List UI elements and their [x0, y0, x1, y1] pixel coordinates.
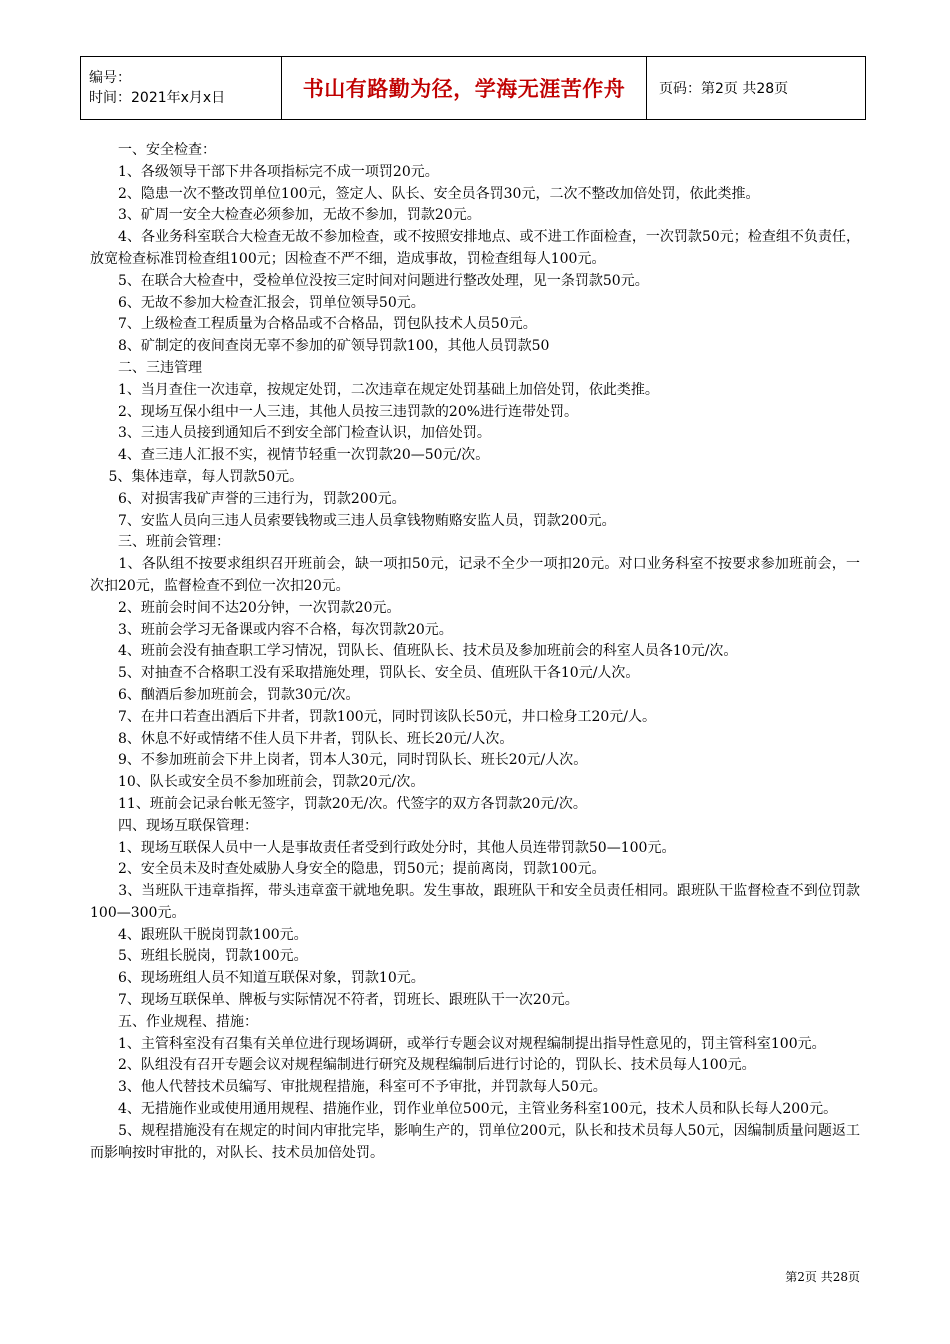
body-paragraph: 4、班前会没有抽查职工学习情况，罚队长、值班队长、技术员及参加班前会的科室人员各10元/次。	[90, 643, 738, 660]
body-paragraph: 2、班前会时间不达20分钟，一次罚款20元。	[90, 599, 401, 616]
body-paragraph: 5、对抽查不合格职工没有采取措施处理，罚队长、安全员、值班队干各10元/人次。	[90, 665, 640, 682]
document-code-label: 编号：	[89, 70, 131, 86]
body-paragraph: 3、三违人员接到通知后不到安全部门检查认识，加倍处罚。	[90, 425, 491, 442]
page-header	[80, 56, 866, 120]
page-footer	[785, 1268, 860, 1285]
body-paragraph: 三、班前会管理：	[90, 534, 230, 551]
header-meta	[81, 57, 281, 119]
body-paragraph: 3、班前会学习无备课或内容不合格，每次罚款20元。	[90, 621, 453, 638]
header-motto	[281, 57, 647, 119]
body-paragraph: 6、现场班组人员不知道互联保对象，罚款10元。	[90, 970, 425, 987]
document-body	[90, 140, 860, 1164]
body-paragraph: 3、当班队干违章指挥，带头违章蛮干就地免职。发生事故，跟班队干和安全员责任相同。跟班队干监督检查不到位罚款100—300元。	[90, 883, 860, 921]
header-page-info	[647, 57, 865, 119]
document-time-label: 时间：2021年x月x日	[89, 90, 226, 106]
body-paragraph: 2、现场互保小组中一人三违，其他人员按三违罚款的20%进行连带处罚。	[90, 403, 579, 420]
body-paragraph: 二、三违管理	[90, 359, 202, 376]
body-paragraph: 4、无措施作业或使用通用规程、措施作业，罚作业单位500元，主管业务科室100元，技术人员和队长每人200元。	[90, 1101, 838, 1118]
body-paragraph: 1、主管科室没有召集有关单位进行现场调研，或举行专题会议对规程编制提出指导性意见的，罚主管科室100元。	[90, 1035, 826, 1052]
body-paragraph: 2、隐患一次不整改罚单位100元，签定人、队长、安全员各罚30元，二次不整改加倍处罚，依此类推。	[90, 185, 760, 202]
body-paragraph: 7、上级检查工程质量为合格品或不合格品，罚包队技术人员50元。	[90, 316, 537, 333]
body-paragraph: 6、酗酒后参加班前会，罚款30元/次。	[90, 686, 360, 703]
body-paragraph: 7、现场互联保单、牌板与实际情况不符者，罚班长、跟班队干一次20元。	[90, 992, 579, 1009]
footer-page-number: 第2页 共28页	[785, 1270, 860, 1284]
body-paragraph: 四、现场互联保管理：	[90, 817, 258, 834]
body-paragraph: 4、跟班队干脱岗罚款100元。	[90, 926, 308, 943]
body-paragraph: 3、他人代替技术员编写、审批规程措施，科室可不予审批，并罚款每人50元。	[90, 1079, 607, 1096]
body-paragraph: 7、安监人员向三违人员索要钱物或三违人员拿钱物贿赂安监人员，罚款200元。	[90, 512, 616, 529]
body-paragraph: 1、各队组不按要求组织召开班前会，缺一项扣50元，记录不全少一项扣20元。对口业务科室不按要求参加班前会，一次扣20元，监督检查不到位一次扣20元。	[90, 556, 860, 594]
body-paragraph: 5、集体违章，每人罚款50元。	[90, 468, 304, 485]
body-paragraph: 11、班前会记录台帐无签字，罚款20无/次。代签字的双方各罚款20元/次。	[90, 795, 587, 812]
body-paragraph: 一、安全检查：	[90, 142, 216, 158]
motto-text: 书山有路勤为径，学海无涯苦作舟	[302, 76, 626, 101]
body-paragraph: 1、当月查住一次违章，按规定处罚，二次违章在规定处罚基础上加倍处罚，依此类推。	[90, 381, 659, 398]
body-paragraph: 5、班组长脱岗，罚款100元。	[90, 948, 308, 965]
body-paragraph: 10、队长或安全员不参加班前会，罚款20元/次。	[90, 774, 425, 791]
body-paragraph: 8、矿制定的夜间查岗无辜不参加的矿领导罚款100，其他人员罚款50	[90, 338, 550, 355]
body-paragraph: 8、休息不好或情绪不佳人员下井者，罚队长、班长20元/人次。	[90, 730, 514, 747]
body-paragraph: 五、作业规程、措施：	[90, 1013, 258, 1030]
body-paragraph: 2、队组没有召开专题会议对规程编制进行研究及规程编制后进行讨论的，罚队长、技术员每人100元。	[90, 1057, 756, 1074]
body-paragraph: 1、各级领导干部下井各项指标完不成一项罚20元。	[90, 163, 439, 180]
body-paragraph: 7、在井口若查出酒后下井者，罚款100元，同时罚该队长50元，井口检身工20元/人。	[90, 708, 656, 725]
body-paragraph: 1、现场互联保人员中一人是事故责任者受到行政处分时，其他人员连带罚款50—100元。	[90, 839, 676, 856]
body-paragraph: 5、规程措施没有在规定的时间内审批完毕，影响生产的，罚单位200元，队长和技术员每人50元，因编制质量问题返工而影响按时审批的，对队长、技术员加倍处罚。	[90, 1122, 860, 1161]
body-paragraph: 6、无故不参加大检查汇报会，罚单位领导50元。	[90, 294, 425, 311]
body-paragraph: 5、在联合大检查中，受检单位没按三定时间对问题进行整改处理，见一条罚款50元。	[90, 272, 649, 289]
body-paragraph: 2、安全员未及时查处威胁人身安全的隐患，罚50元；提前离岗，罚款100元。	[90, 861, 606, 878]
body-paragraph: 6、对损害我矿声誉的三违行为，罚款200元。	[90, 490, 406, 507]
body-paragraph: 4、查三违人汇报不实，视情节轻重一次罚款20—50元/次。	[90, 447, 490, 464]
page-info-text: 页码：第2页 共28页	[659, 81, 789, 97]
body-paragraph: 3、矿周一安全大检查必须参加，无故不参加，罚款20元。	[90, 207, 481, 224]
body-paragraph: 9、不参加班前会下井上岗者，罚本人30元，同时罚队长、班长20元/人次。	[90, 752, 588, 769]
body-paragraph: 4、各业务科室联合大检查无故不参加检查，或不按照安排地点、或不进工作面检查，一次罚款50元；检查组不负责任，放宽检查标准罚检查组100元；因检查不严不细，造成事故，罚检查组每人100元。	[90, 229, 860, 267]
